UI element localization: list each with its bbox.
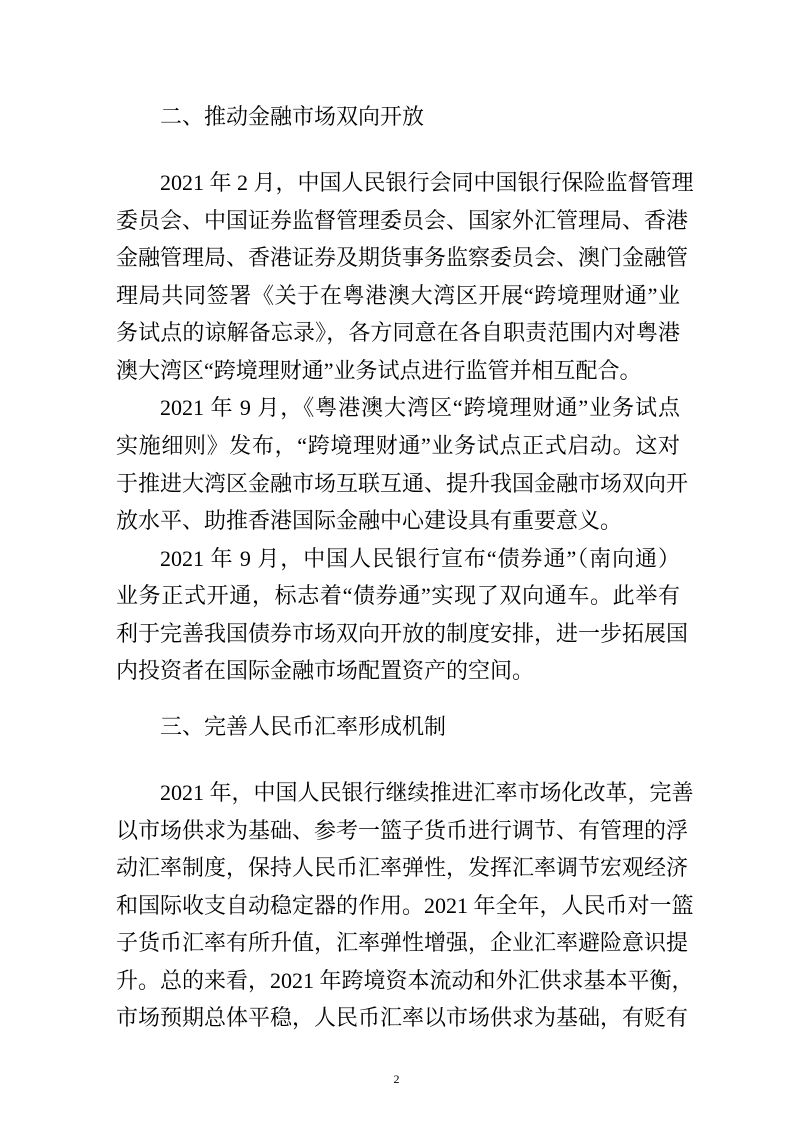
text-line: 放水平、助推香港国际金融中心建设具有重要意义。 [116, 508, 623, 533]
section-heading: 二、推动金融市场双向开放 [160, 104, 425, 129]
text-line: 和国际收支自动稳定器的作用。2021 年全年，人民币对一篮 [116, 893, 694, 918]
text-line: 市场预期总体平稳，人民币汇率以市场供求为基础，有贬有 [116, 1005, 689, 1030]
text-line: 务试点的谅解备忘录》，各方同意在各自职责范围内对粤港 [116, 320, 680, 345]
text-line: 2021 年 9 月，中国人民银行宣布“债券通”（南向通） [160, 546, 680, 571]
section-heading: 三、完善人民币汇率形成机制 [160, 714, 447, 739]
text-line: 升。总的来看，2021 年跨境资本流动和外汇供求基本平衡， [116, 968, 694, 993]
text-line: 利于完善我国债券市场双向开放的制度安排，进一步拓展国 [116, 621, 689, 646]
text-line: 金融管理局、香港证券及期货事务监察委员会、澳门金融管 [116, 245, 689, 270]
text-line: 2021 年 9 月，《粤港澳大湾区“跨境理财通”业务试点 [160, 395, 680, 420]
text-line: 内投资者在国际金融市场配置资产的空间。 [116, 658, 535, 683]
text-line: 2021 年 2 月，中国人民银行会同中国银行保险监督管理 [160, 170, 694, 195]
text-line: 实施细则》发布，“跨境理财通”业务试点正式启动。这对 [116, 433, 680, 458]
text-line: 于推进大湾区金融市场互联互通、提升我国金融市场双向开 [116, 471, 689, 496]
text-line: 业务正式开通，标志着“债券通”实现了双向通车。此举有 [116, 583, 680, 608]
text-line: 动汇率制度，保持人民币汇率弹性，发挥汇率调节宏观经济 [116, 855, 689, 880]
text-line: 澳大湾区“跨境理财通”业务试点进行监管并相互配合。 [116, 358, 642, 383]
text-line: 理局共同签署《关于在粤港澳大湾区开展“跨境理财通”业 [116, 283, 680, 308]
text-line: 子货币汇率有所升值，汇率弹性增强，企业汇率避险意识提 [116, 930, 689, 955]
text-line: 2021 年，中国人民银行继续推进汇率市场化改革，完善 [160, 780, 694, 805]
text-line: 以市场供求为基础、参考一篮子货币进行调节、有管理的浮 [116, 818, 689, 843]
text-line: 委员会、中国证券监督管理委员会、国家外汇管理局、香港 [116, 208, 689, 233]
page-number: 2 [393, 1072, 400, 1086]
